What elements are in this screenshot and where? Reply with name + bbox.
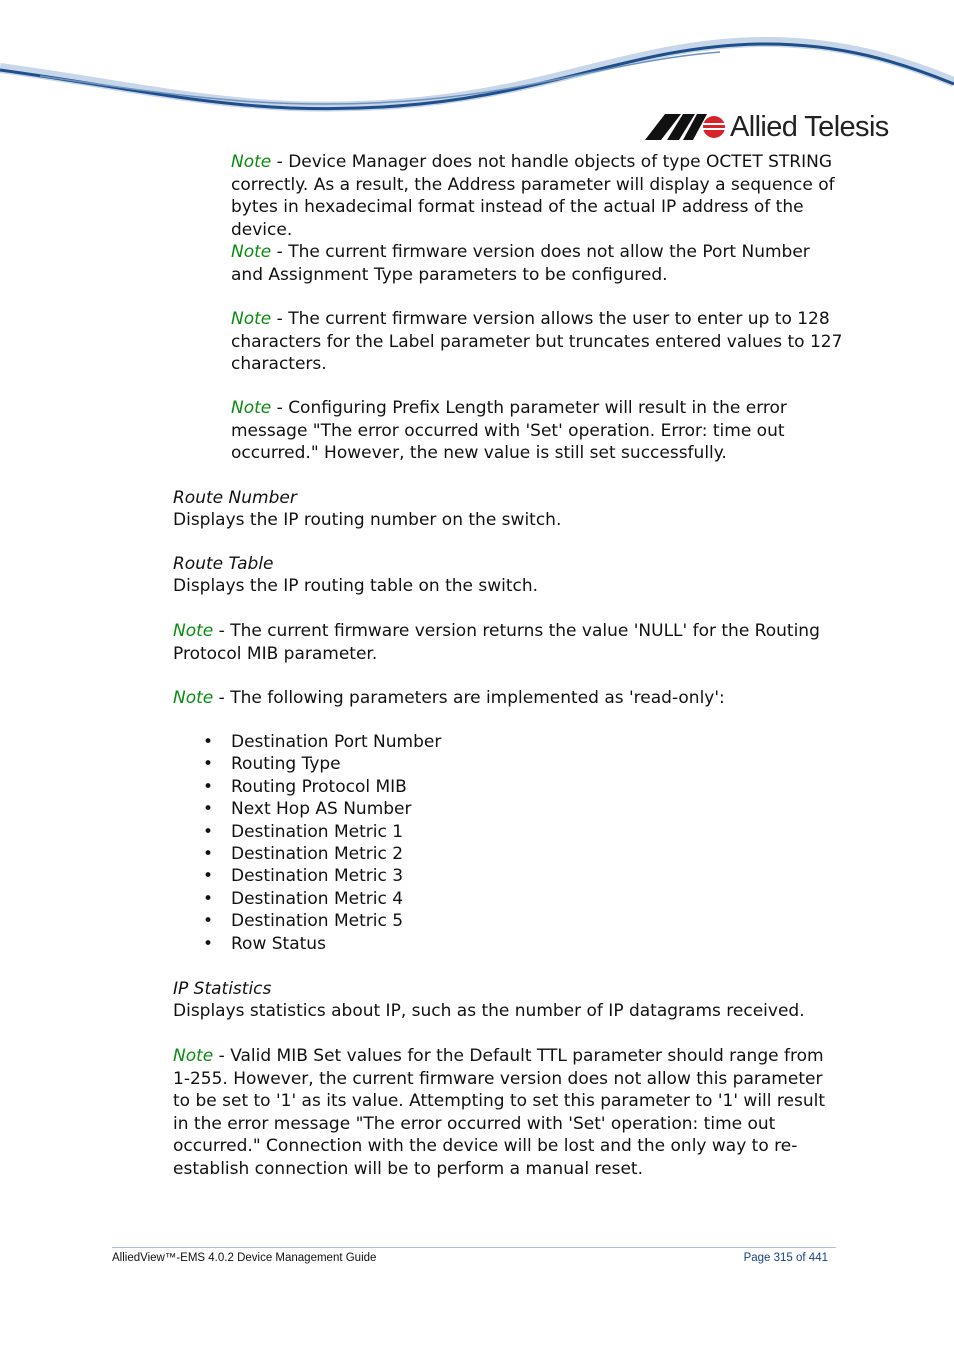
note-text: - The following parameters are implemented as 'read-only': [213, 688, 725, 708]
list-item: • Destination Metric 5 [173, 910, 441, 932]
list-item: • Routing Type [173, 753, 441, 775]
note-text: - The current firmware version allows the user to enter up to 128 characters for the Label parameter but truncates entered values to 127 characters. [231, 309, 843, 374]
note-default-ttl [173, 1045, 843, 1180]
note-port-number [231, 241, 843, 286]
footer-page-number: Page 315 of 441 [743, 1252, 828, 1264]
note-label: Note [231, 309, 272, 329]
note-label: Note [173, 688, 214, 708]
list-item: • Destination Metric 3 [173, 865, 441, 887]
note-octet-string [231, 151, 843, 241]
note-prefix-length [231, 397, 843, 465]
company-logo [645, 110, 889, 144]
note-label-length [231, 308, 843, 376]
ip-statistics-description: Displays statistics about IP, such as the number of IP datagrams received. [173, 1001, 805, 1021]
list-item: • Destination Metric 1 [173, 821, 441, 843]
footer-divider [112, 1247, 836, 1248]
list-item: • Row Status [173, 933, 441, 955]
route-table-description: Displays the IP routing table on the switch. [173, 576, 539, 596]
note-text: - Configuring Prefix Length parameter will result in the error message "The error occurred with 'Set' operation. Error: time out occurred." However, the new value is still set successfully. [231, 398, 787, 463]
ip-statistics-heading: IP Statistics [173, 979, 272, 999]
footer-document-title: AlliedView™-EMS 4.0.2 Device Management Guide [112, 1252, 377, 1264]
note-label: Note [231, 242, 272, 262]
list-item: • Destination Metric 2 [173, 843, 441, 865]
note-label: Note [173, 1046, 214, 1066]
note-text: - Valid MIB Set values for the Default TTL parameter should range from 1-255. However, the current firmware version does not allow this parameter to be set to '1' as its value. Attempting to set this parameter to '1' will result in the error message "The error occurred with 'Set' operation: time out occurred." Connection with the device will be lost and the only way to re-establish connection will be to perform a manual reset. [173, 1046, 825, 1179]
read-only-parameter-list [173, 731, 441, 955]
note-text: - The current firmware version returns the value 'NULL' for the Routing Protocol MIB parameter. [173, 621, 820, 664]
route-table-heading: Route Table [173, 554, 274, 574]
list-item: • Routing Protocol MIB [173, 776, 441, 798]
route-number-heading: Route Number [173, 488, 297, 508]
allied-telesis-mark-icon [645, 112, 727, 142]
logo-text: Allied Telesis [730, 111, 889, 143]
note-label: Note [231, 398, 272, 418]
note-label: Note [173, 621, 214, 641]
note-read-only [173, 687, 843, 710]
note-routing-protocol [173, 620, 843, 665]
list-item: • Destination Port Number [173, 731, 441, 753]
note-text: - The current firmware version does not allow the Port Number and Assignment Type parameters to be configured. [231, 242, 810, 285]
note-text: - Device Manager does not handle objects of type OCTET STRING correctly. As a result, the Address parameter will display a sequence of bytes in hexadecimal format instead of the actual IP address of the device. [231, 152, 835, 240]
note-label: Note [231, 152, 272, 172]
list-item: • Next Hop AS Number [173, 798, 441, 820]
list-item: • Destination Metric 4 [173, 888, 441, 910]
route-number-description: Displays the IP routing number on the switch. [173, 510, 562, 530]
